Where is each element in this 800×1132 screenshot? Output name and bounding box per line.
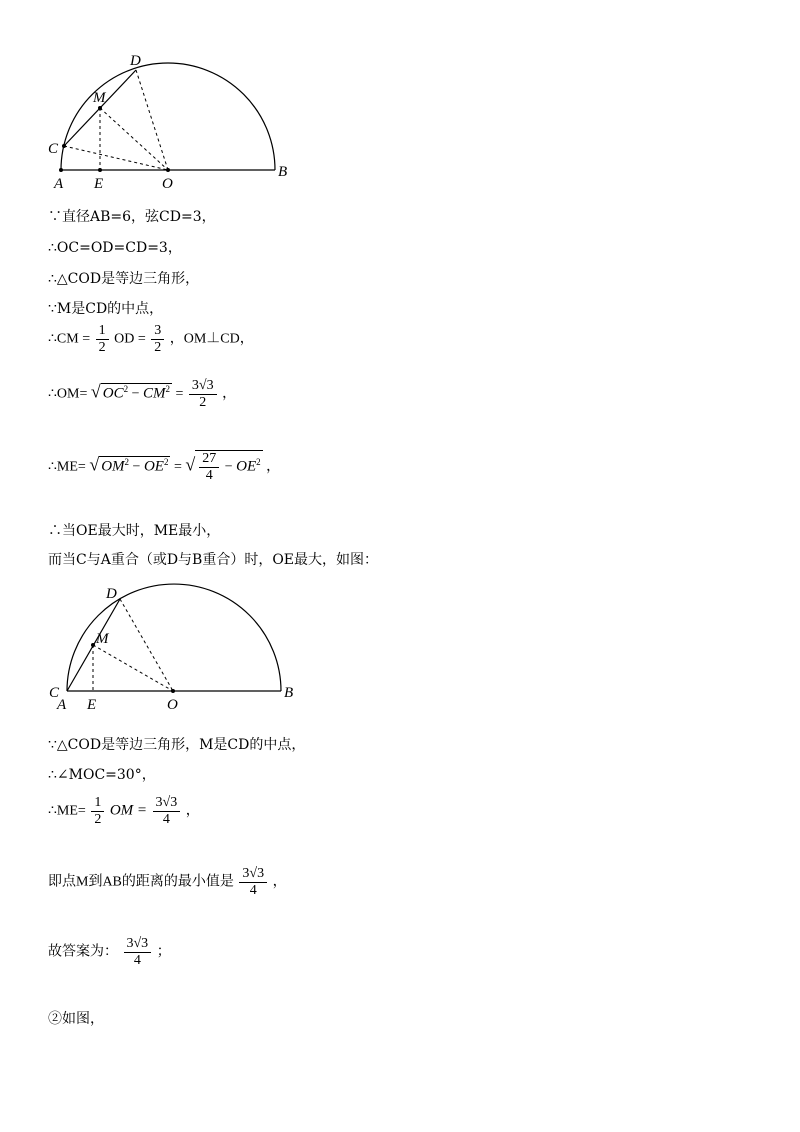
math-line-me: ∴ME= √ $OM^2 - OE^2$ = √ $\frac{27}{4}$ − $OE^2$ ， (48, 451, 281, 483)
figure-2 (40, 575, 310, 715)
label-c-2: C (49, 685, 60, 701)
segment-mo-2 (93, 645, 173, 691)
label-o-1: O (162, 176, 173, 192)
text-line-3: ∴△COD是等边三角形， (48, 271, 200, 287)
text-line-2: ∴OC=OD=CD=3， (48, 240, 182, 256)
text-line-8: ∴当OE最大时，ME最小， (48, 523, 221, 539)
label-a-1: A (54, 176, 64, 192)
point-m-1 (98, 106, 102, 110)
point-a-1 (59, 168, 63, 172)
label-e-1: E (94, 176, 104, 192)
point-o-2 (171, 689, 175, 693)
segment-co-1 (64, 146, 168, 170)
point-e-1 (98, 168, 102, 172)
point-o-1 (166, 168, 170, 172)
text-line-10: ∵△COD是等边三角形，M是CD的中点， (48, 737, 306, 753)
point-c-1 (62, 144, 66, 148)
segment-do-1 (136, 70, 168, 170)
math-line-answer: 故答案为： $\frac{3√3}{4}$ ； (48, 936, 171, 968)
label-a-2: A (57, 697, 67, 713)
label-b-1: B (278, 164, 288, 180)
label-m-2: M (96, 631, 109, 647)
label-c-1: C (48, 141, 59, 157)
math-line-min-distance: 即点M到AB的距离的最小值是 $\frac{3√3}{4}$ ， (48, 866, 287, 898)
figure-1 (40, 50, 300, 195)
math-line-cm: ∴CM = $\frac{1}{2}$ OD = $\frac{3}{2}$ ，OM⊥CD， (48, 323, 254, 355)
label-m-1: M (93, 90, 106, 106)
point-m-2 (91, 643, 95, 647)
segment-do-2 (120, 599, 173, 691)
label-d-1: D (130, 53, 141, 69)
label-e-2: E (87, 697, 97, 713)
math-line-om: ∴OM= √ $OC^2 - CM^2$ = $\frac{3√3}{2}$ ， (48, 378, 237, 410)
label-d-2: D (106, 586, 117, 602)
math-line-me-min: ∴ME= $\frac{1}{2}$ OM = $\frac{3√3}{4}$ ， (48, 795, 200, 827)
semicircle-arc-1 (61, 63, 275, 170)
label-o-2: O (167, 697, 178, 713)
text-line-15: ②如图， (48, 1011, 104, 1027)
text-line-4: ∵M是CD的中点， (48, 301, 164, 317)
text-line-11: ∴∠MOC=30°， (48, 767, 156, 783)
text-line-1: ∵直径AB=6，弦CD=3， (48, 209, 216, 225)
text-line-9: 而当C与A重合（或D与B重合）时，OE最大，如图： (48, 552, 379, 568)
label-b-2: B (284, 685, 294, 701)
